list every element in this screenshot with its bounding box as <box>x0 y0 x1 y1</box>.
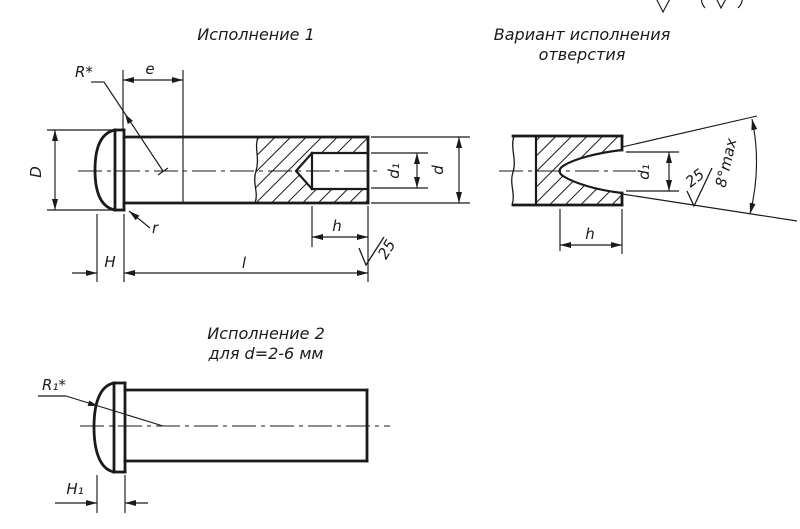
roughness-value: 25 <box>681 165 708 192</box>
roughness-mark-25 <box>682 165 712 206</box>
dim-label-H1: H₁ <box>66 480 84 498</box>
dim-label-h: h <box>332 217 342 235</box>
dim-label-H: H <box>104 253 116 271</box>
roughness-check-icon <box>714 0 736 8</box>
view2-execution-2 <box>38 324 390 513</box>
variant-title-line1: Вариант исполнения <box>493 25 671 44</box>
dim-label-d1: d₁ <box>635 164 653 180</box>
roughness-check-icon <box>655 0 681 12</box>
view2-title-line1: Исполнение 2 <box>207 324 325 343</box>
dim-label-h: h <box>585 225 595 243</box>
dim-label-l: l <box>241 254 247 272</box>
callout-r <box>129 211 159 237</box>
view1-execution-1 <box>27 25 470 282</box>
dim-label-d: d <box>429 165 447 175</box>
dimension-H1 <box>55 475 148 513</box>
dimension-e <box>123 60 183 203</box>
variant-title-line2: отверстия <box>538 45 626 64</box>
radius-arrowhead <box>125 114 133 124</box>
surface-finish-corner-mark <box>655 0 743 12</box>
dim-label-D: D <box>27 166 45 178</box>
dimension-d1 <box>371 153 428 188</box>
dimension-h <box>560 209 622 254</box>
dim-label-R1: R₁* <box>42 376 66 394</box>
dimension-l <box>124 254 368 273</box>
dim-label-R: R* <box>75 63 93 81</box>
hole-variant-view <box>494 25 797 254</box>
dim-label-d1: d₁ <box>385 163 403 179</box>
roughness-value: 25 <box>374 236 400 263</box>
dim-label-r: r <box>152 219 159 237</box>
close-paren-glyph <box>738 0 743 8</box>
roughness-mark-25 <box>359 236 399 265</box>
callout-R1 <box>38 376 163 426</box>
dimension-h <box>312 206 368 282</box>
view1-title: Исполнение 1 <box>197 25 315 44</box>
dim-label-e: e <box>145 60 155 78</box>
dimension-H <box>72 214 124 282</box>
view2-title-line2: для d=2-6 мм <box>208 344 324 363</box>
angle-label: 8°max <box>711 136 741 190</box>
open-paren-glyph <box>701 0 706 8</box>
rivet-head-outline <box>94 383 125 472</box>
rivet-head-outline <box>95 130 124 210</box>
